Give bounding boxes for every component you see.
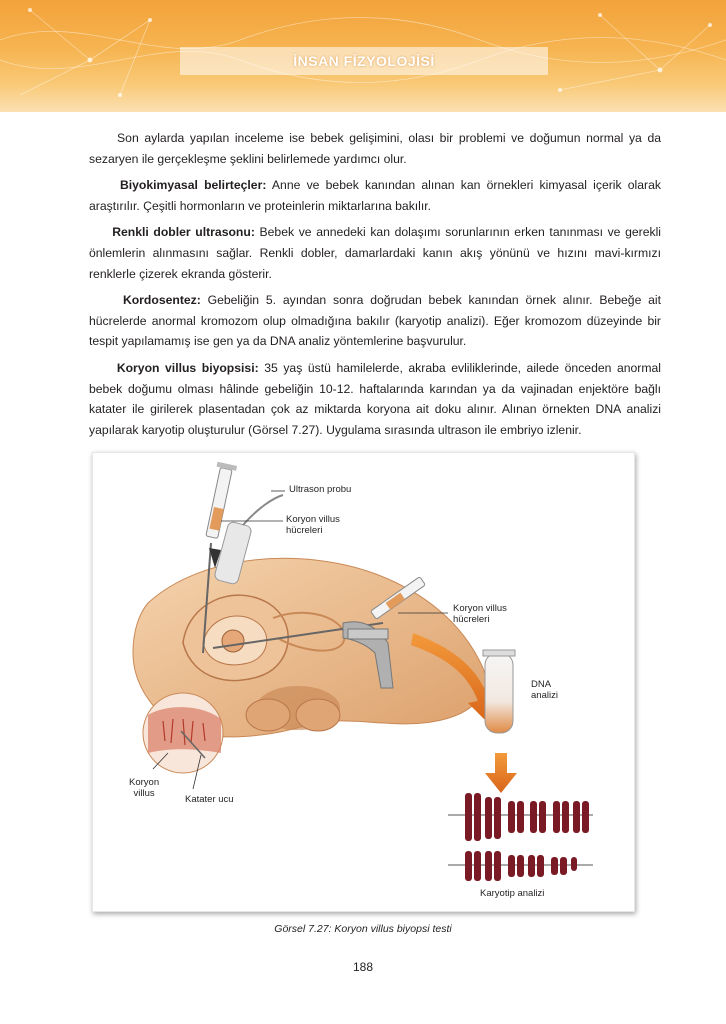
- paragraph-intro: Son aylarda yapılan inceleme ise bebek gelişimini, olası bir problemi ve doğumun normal ya da sezaryen ile gerçekleşme şeklini belirlemede yardımcı olur.: [89, 131, 661, 166]
- paragraph-kordosentez: Kordosentez: Gebeliğin 5. ayından sonra doğrudan bebek kanından örnek alınır. Bebeğe ait hücrelerde anormal kromozom olup olmadığına bakılır (karyotip analizi). Eğer kromozom düzeyinde bir tespit yapılamamış ise gen ya da DNA analiz yöntemlerine başvurulur.: [89, 293, 662, 349]
- label-ultrason-probu: Ultrason probu: [289, 484, 352, 495]
- label-dna-analizi: DNA analizi: [531, 679, 558, 701]
- karyotype-chromosomes: [448, 793, 593, 881]
- term-biyokimyasal: Biyokimyasal belirteçler:: [119, 178, 267, 193]
- paragraph-biyokimyasal: Biyokimyasal belirteçler: Anne ve bebek kanından alınan kan örnekleri kimyasal içerik olarak araştırılır. Çeşitli hormonların ve proteinlerin miktarlarına bakılır.: [89, 178, 661, 213]
- placenta-zoom-inset: [143, 693, 223, 773]
- figure-caption: Görsel 7.27: Koryon villus biyopsi testi: [274, 923, 452, 935]
- paragraph-renkli-dobler: Renkli dobler ultrasonu: Bebek ve annedeki kan dolaşımı sorunlarının erken tanınması ve gerekli önlemlerin alınmasını sağlar. Renkli dobler, damarlardaki kanın akış yönünü ve hızını mavi-kırmızı renklerle çizerek ekranda gösterir.: [89, 225, 661, 281]
- label-katater-ucu: Katater ucu: [185, 794, 234, 805]
- label-koryon-villus: Koryon villus: [129, 777, 160, 799]
- label-karyotip-analizi: Karyotip analizi: [480, 888, 545, 899]
- label-koryon-villus-hucreleri-2: Koryon villus hücreleri: [453, 603, 507, 625]
- page-number: 188: [352, 960, 374, 974]
- term-renkli-dobler: Renkli dobler ultrasonu:: [112, 225, 255, 240]
- term-kordosentez: Kordosentez:: [122, 293, 201, 308]
- header-title: İNSAN FİZYOLOJİSİ: [293, 53, 435, 69]
- body-text: [89, 128, 661, 446]
- dna-test-tube: [483, 650, 515, 733]
- arrow-to-karyotype: [485, 753, 517, 793]
- figure-koryon-villus-biyopsi: [92, 452, 635, 912]
- label-koryon-villus-hucreleri-1: Koryon villus hücreleri: [286, 514, 340, 536]
- paragraph-koryon-villus: Koryon villus biyopsisi: 35 yaş üstü hamilelerde, akraba evliliklerinde, ailede önceden anormal bebek doğumu olması hâlinde gebeliğin 10-12. haftalarında karından ya da vajinadan enjektöre bağlı katater ile girilerek plasentadan çok az miktarda koryona ait doku alınır. Alınan örnekten DNA analizi yapılarak karyotip oluşturulur (Görsel 7.27). Uygulama sırasında ultrason ile embriyo izlenir.: [89, 360, 661, 437]
- header-banner: [0, 0, 726, 112]
- term-koryon-villus: Koryon villus biyopsisi:: [116, 360, 259, 375]
